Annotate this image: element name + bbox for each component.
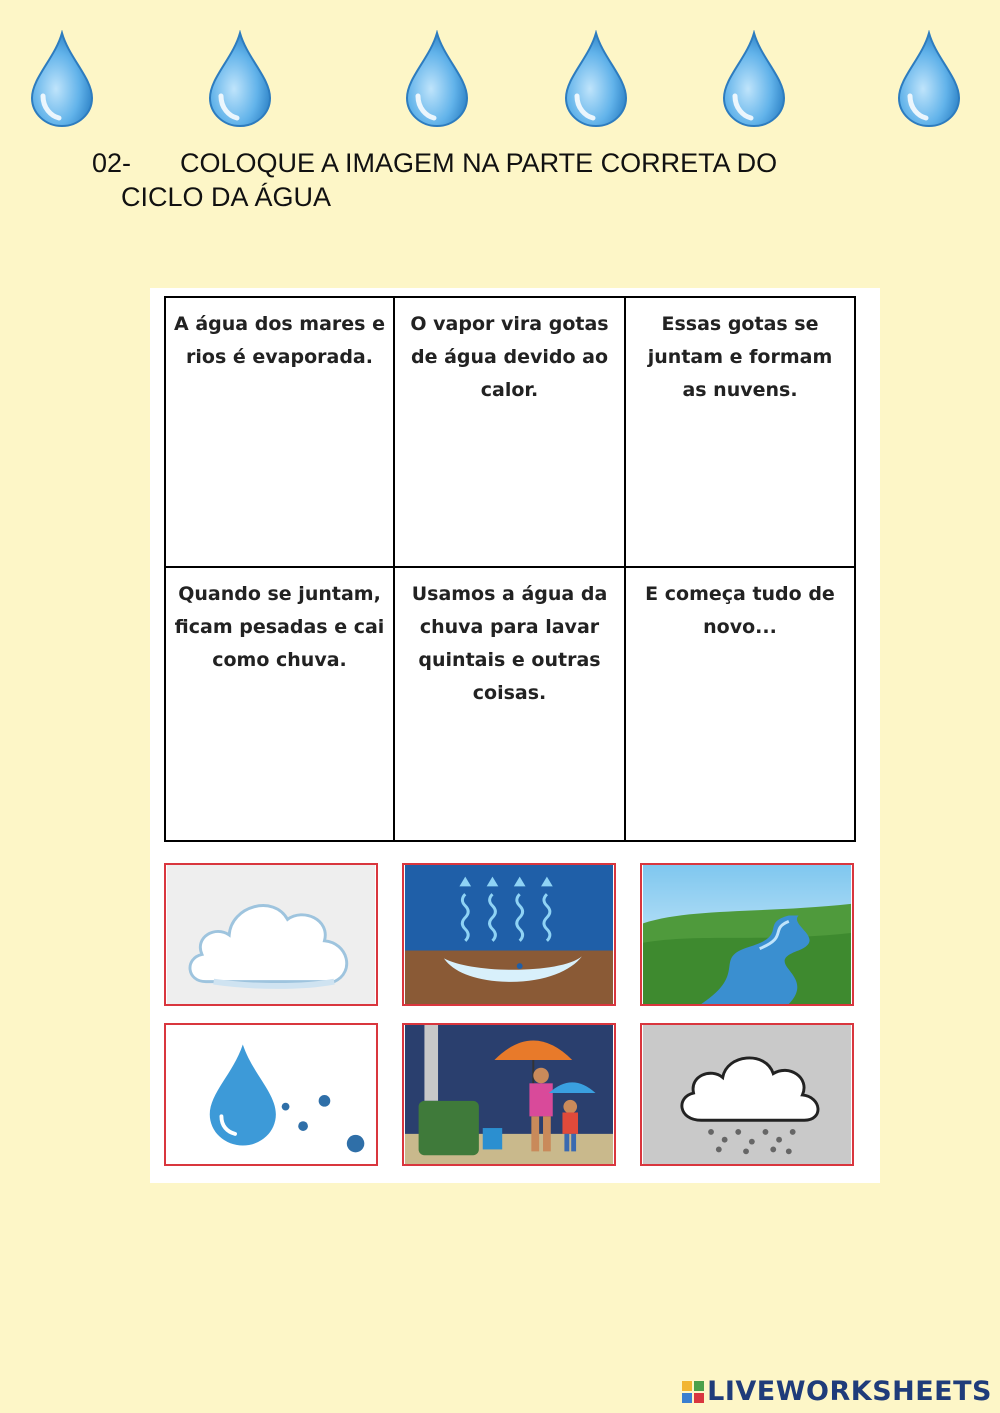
family-rain-image[interactable] <box>402 1023 616 1166</box>
water-cycle-table <box>164 296 856 842</box>
evaporation-image[interactable] <box>402 863 616 1006</box>
brand-name: LIVEWORKSHEETS <box>707 1376 992 1407</box>
drop-zone-evaporation[interactable] <box>166 298 395 568</box>
decorative-drops <box>0 30 1000 130</box>
drop-zone-restart[interactable] <box>626 568 854 840</box>
cell-text: Essas gotas se juntam e formam as nuvens. <box>647 313 833 401</box>
water-drop-icon <box>207 30 273 128</box>
instruction-line-1: COLOQUE A IMAGEM NA PARTE CORRETA DO <box>180 148 778 178</box>
rain-cloud-image[interactable] <box>640 1023 854 1166</box>
water-drop-image[interactable] <box>164 1023 378 1166</box>
rain-cloud-icon <box>642 1025 852 1164</box>
worksheet-panel <box>150 288 880 1183</box>
instruction-line-2: CICLO DA ÁGUA <box>121 182 332 212</box>
cell-text: E começa tudo de novo... <box>645 583 835 638</box>
family-rain-icon <box>404 1025 614 1164</box>
drop-zone-rain[interactable] <box>166 568 395 840</box>
question-number: 02- <box>92 148 132 178</box>
river-image[interactable] <box>640 863 854 1006</box>
evaporation-icon <box>404 865 614 1004</box>
instruction-heading <box>92 146 777 214</box>
cloud-image[interactable] <box>164 863 378 1006</box>
water-drop-icon <box>29 30 95 128</box>
drop-zone-usage[interactable] <box>395 568 626 840</box>
cell-text: A água dos mares e rios é evaporada. <box>174 313 385 368</box>
liveworksheets-brand <box>682 1376 992 1407</box>
cell-text: Quando se juntam, ficam pesadas e cai como chuva. <box>174 583 385 671</box>
cloud-icon <box>166 865 376 1004</box>
image-choices <box>164 863 864 1173</box>
liveworksheets-logo-icon <box>682 1381 704 1403</box>
water-drop-icon <box>563 30 629 128</box>
water-drop-icon <box>721 30 787 128</box>
cell-text: Usamos a água da chuva para lavar quintais e outras coisas. <box>411 583 608 704</box>
cell-text: O vapor vira gotas de água devido ao calor. <box>410 313 609 401</box>
river-icon <box>642 865 852 1004</box>
drop-zone-condensation[interactable] <box>395 298 626 568</box>
drop-zone-clouds[interactable] <box>626 298 854 568</box>
water-drop-icon <box>404 30 470 128</box>
drop-icon <box>166 1025 376 1164</box>
water-drop-icon <box>896 30 962 128</box>
